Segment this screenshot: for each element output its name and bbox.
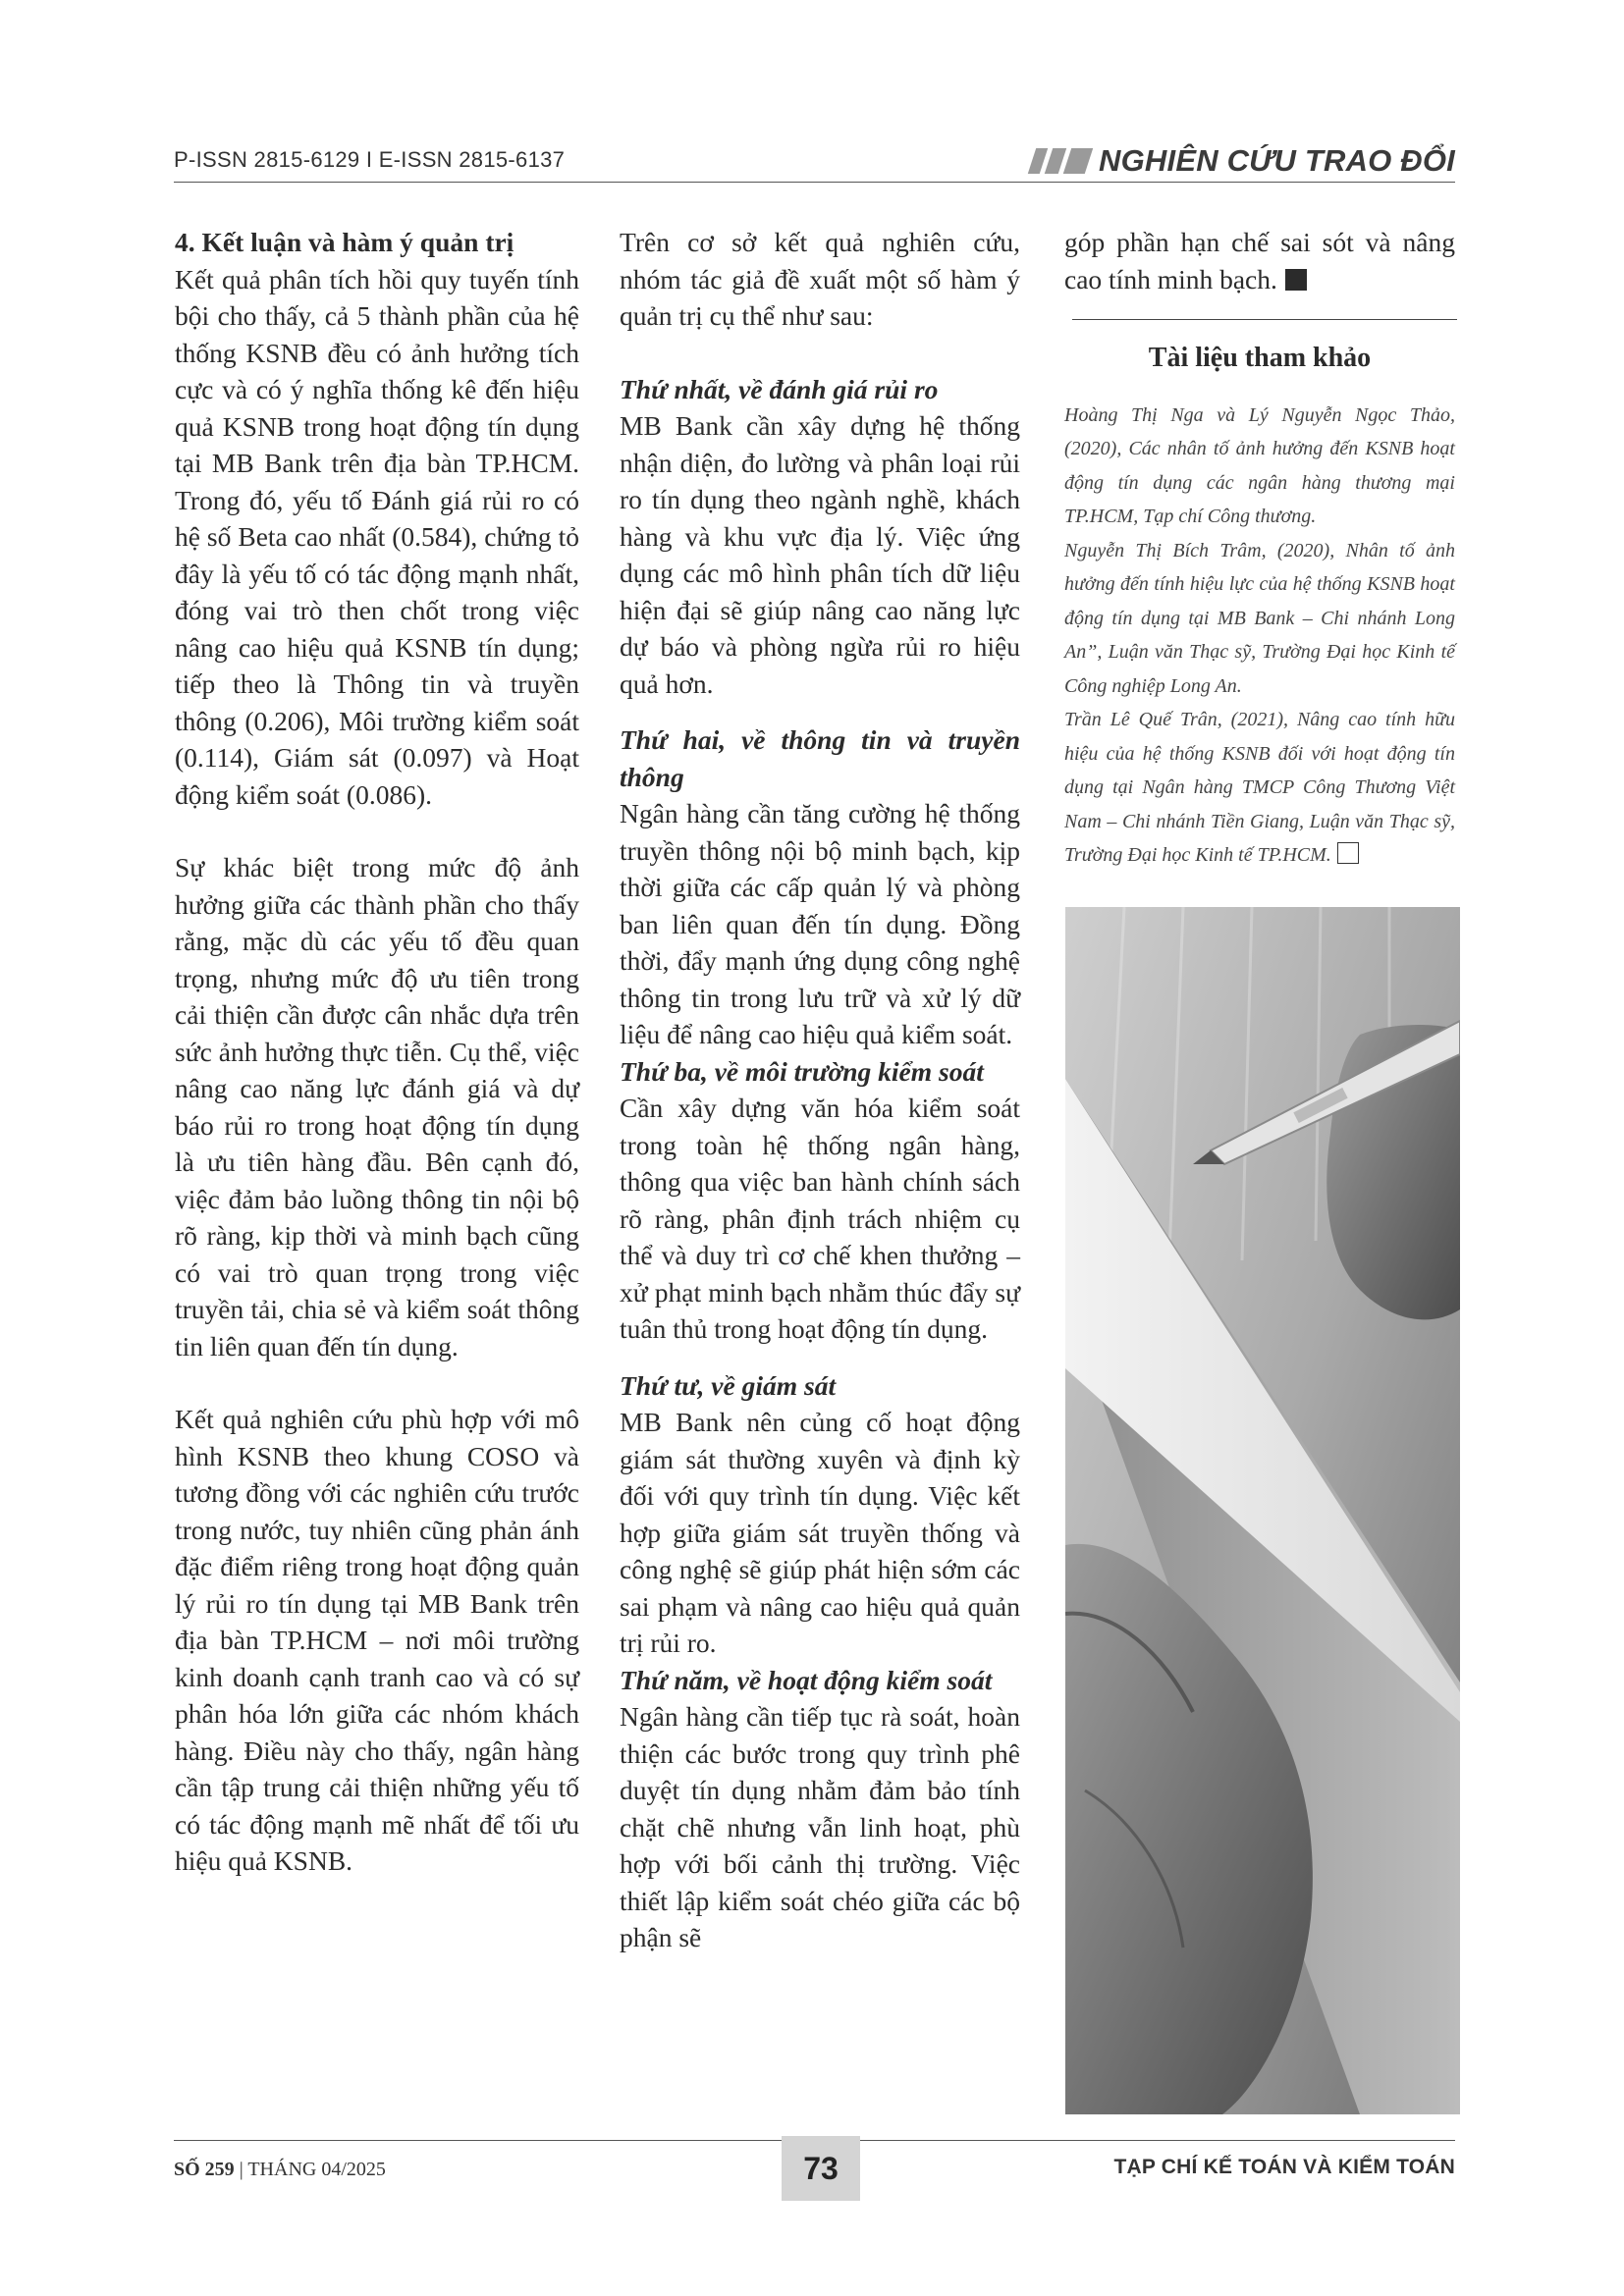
paragraph: Kết quả nghiên cứu phù hợp với mô hình KSNB theo khung COSO và tương đồng với các nghiên cứu trước trong nước, tuy nhiên cũng phản ánh đặc điểm riêng trong hoạt động quản lý rủi ro tín dụng tại MB Bank trên địa bàn TP.HCM – nơi môi trường kinh doanh cạnh tranh cao và có sự phân hóa lớn giữa các nhóm khách hàng. Điều này cho thấy, ngân hàng cần tập trung cải thiện những yếu tố có tác động mạnh mẽ nhất để tối ưu hiệu quả KSNB. [175, 1404, 579, 1876]
section-title: NGHIÊN CỨU TRAO ĐỔI [1099, 143, 1455, 178]
paragraph: MB Bank nên củng cố hoạt động giám sát thường xuyên và định kỳ đối với quy trình tín dụng. Việc kết hợp giữa giám sát truyền thống và công nghệ sẽ giúp phát hiện sớm các sai phạm và nâng cao hiệu quả quản trị rủi ro. [620, 1407, 1020, 1658]
paragraph: MB Bank cần xây dựng hệ thống nhận diện, đo lường và phân loại rủi ro tín dụng theo ngành nghề, khách hàng và khu vực địa lý. Việc ứng dụng các mô hình phân tích dữ liệu hiện đại sẽ giúp nâng cao năng lực dự báo và phòng ngừa rủi ro hiệu quả hơn. [620, 410, 1020, 699]
header-divider [174, 182, 1455, 183]
end-box-icon [1337, 842, 1359, 864]
issn-line: P-ISSN 2815-6129 I E-ISSN 2815-6137 [174, 147, 566, 172]
article-photo [1065, 907, 1460, 2114]
column-2 [620, 224, 1020, 1956]
issue-info: SỐ 259 | THÁNG 04/2025 [174, 2159, 386, 2180]
paragraph-text: góp phần hạn chế sai sót và nâng cao tính minh bạch. [1064, 227, 1455, 294]
issue-month: THÁNG 04/2025 [247, 2159, 386, 2180]
paragraph [1064, 224, 1455, 297]
end-mark-icon [1285, 269, 1307, 291]
paragraph: Trên cơ sở kết quả nghiên cứu, nhóm tác giả đề xuất một số hàm ý quản trị cụ thể như sau: [620, 227, 1020, 331]
paragraph: Kết quả phân tích hồi quy tuyến tính bội cho thấy, cả 5 thành phần của hệ thống KSNB đều có ảnh hưởng tích cực và có ý nghĩa thống kê đến hiệu quả KSNB trong hoạt động tín dụng tại MB Bank trên địa bàn TP.HCM. Trong đó, yếu tố Đánh giá rủi ro có hệ số Beta cao nhất (0.584), chứng tỏ đây là yếu tố có tác động mạnh nhất, đóng vai trò then chốt trong việc nâng cao hiệu quả KSNB tín dụng; tiếp theo là Thông tin và truyền thông (0.206), Môi trường kiểm soát (0.114), Giám sát (0.097) và Hoạt động kiểm soát (0.086). [175, 263, 579, 810]
banner-bars-icon [1032, 148, 1089, 174]
issue-number: SỐ 259 [174, 2159, 235, 2180]
page-number: 73 [782, 2136, 860, 2201]
journal-name: TẠP CHÍ KẾ TOÁN VÀ KIỂM TOÁN [1113, 2156, 1455, 2178]
paragraph: Ngân hàng cần tăng cường hệ thống truyền thông nội bộ minh bạch, kịp thời giữa các cấp quản lý và phòng ban liên quan đến tín dụng. Đồng thời, đẩy mạnh ứng dụng công nghệ thông tin trong lưu trữ và xử lý dữ liệu để nâng cao hiệu quả kiểm soát. [620, 798, 1020, 1049]
column-1 [175, 224, 579, 1880]
section-banner [1032, 143, 1455, 179]
reference-item: Hoàng Thị Nga và Lý Nguyễn Ngọc Thảo, (2020), Các nhân tố ảnh hưởng đến KSNB hoạt động tín dụng các ngân hàng thương mại TP.HCM, Tạp chí Công thương. [1064, 403, 1455, 527]
reference-item [1064, 703, 1455, 873]
reference-item: Nguyễn Thị Bích Trâm, (2020), Nhân tố ảnh hưởng đến tính hiệu lực của hệ thống KSNB hoạt động tín dụng tại MB Bank – Chi nhánh Long An”, Luận văn Thạc sỹ, Trường Đại học Kinh tế Công nghiệp Long An. [1064, 539, 1455, 697]
section-heading: 4. Kết luận và hàm ý quản trị [175, 227, 514, 257]
subheading: Thứ nhất, về đánh giá rủi ro [620, 373, 939, 404]
column-3 [1064, 224, 1455, 873]
subheading: Thứ hai, về thông tin và truyền thông [620, 724, 1020, 792]
paragraph: Cần xây dựng văn hóa kiểm soát trong toàn hệ thống ngân hàng, thông qua việc ban hành chính sách rõ ràng, phân định trách nhiệm cụ thể và duy trì cơ chế khen thưởng – xử phạt minh bạch nhằm thúc đẩy sự tuân thủ trong hoạt động tín dụng. [620, 1093, 1020, 1344]
subheading: Thứ ba, về môi trường kiểm soát [620, 1055, 984, 1087]
paragraph: Sự khác biệt trong mức độ ảnh hưởng giữa các thành phần cho thấy rằng, mặc dù các yếu tố đều quan trọng, nhưng mức độ ưu tiên trong cải thiện cần được cân nhắc dựa trên sức ảnh hưởng thực tiễn. Cụ thể, việc nâng cao năng lực đánh giá và dự báo rủi ro trong hoạt động tín dụng là ưu tiên hàng đầu. Bên cạnh đó, việc đảm bảo luồng thông tin nội bộ rõ ràng, kịp thời và minh bạch cũng có vai trò quan trọng trong việc truyền tải, chia sẻ và kiểm soát thông tin liên quan đến tín dụng. [175, 852, 579, 1362]
reference-text: Trần Lê Quế Trân, (2021), Nâng cao tính hữu hiệu của hệ thống KSNB đối với hoạt động tín dụng tại Ngân hàng TMCP Công Thương Việt Nam – Chi nhánh Tiền Giang, Luận văn Thạc sỹ, Trường Đại học Kinh tế TP.HCM. [1064, 709, 1455, 866]
subheading: Thứ năm, về hoạt động kiểm soát [620, 1664, 993, 1695]
paragraph: Ngân hàng cần tiếp tục rà soát, hoàn thiện các bước trong quy trình phê duyệt tín dụng nhằm đảm bảo tính chặt chẽ nhưng vẫn linh hoạt, phù hợp với bối cảnh thị trường. Việc thiết lập kiểm soát chéo giữa các bộ phận sẽ [620, 1701, 1020, 1952]
subheading: Thứ tư, về giám sát [620, 1369, 837, 1401]
references-heading: Tài liệu tham khảo [1148, 343, 1372, 373]
references-divider [1072, 319, 1457, 320]
